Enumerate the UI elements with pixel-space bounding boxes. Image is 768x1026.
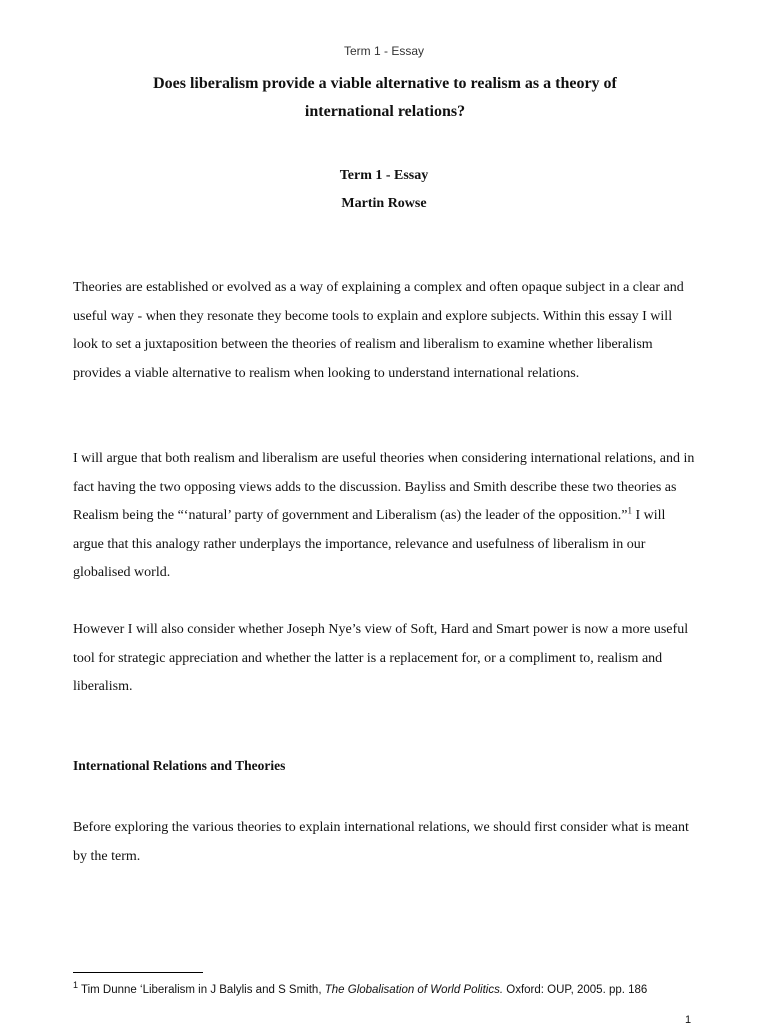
paragraph-nye: However I will also consider whether Joseph Nye’s view of Soft, Hard and Smart power is now a more useful tool for strategic appreciation and whether the latter is a replacement for, or a compliment to, realism and liberalism. <box>73 622 689 695</box>
section-heading: International Relations and Theories <box>73 758 286 773</box>
paragraph-definition: Before exploring the various theories to explain international relations, we should first consider what is meant by the term. <box>73 820 689 864</box>
essay-term: Term 1 - Essay <box>339 168 429 183</box>
essay-author: Martin Rowse <box>341 196 427 211</box>
paragraph-argument-text-2: I will argue that this analogy rather underplays the importance, relevance and usefulness of liberalism in our globalised world. <box>73 508 666 581</box>
essay-title-line-1: Does liberalism provide a viable alternative to realism as a theory of <box>153 75 617 92</box>
footnote-text-1: Tim Dunne ‘Liberalism in J Balylis and S Smith, <box>78 984 325 996</box>
page-number: 1 <box>685 1014 692 1026</box>
footnote-text-2: Oxford: OUP, 2005. pp. 186 <box>503 984 648 996</box>
footnote-separator <box>73 972 203 973</box>
paragraph-introduction: Theories are established or evolved as a way of explaining a complex and often opaque subject in a clear and useful way - when they resonate they become tools to explain and explore subjects. Within this essay I will look to set a juxtaposition between the theories of realism and liberalism to examine whether liberalism provides a viable alternative to realism when looking to understand international relations. <box>73 280 684 381</box>
footnote-book-title: The Globalisation of World Politics. <box>324 984 504 996</box>
footnote-reference: 1 <box>627 505 632 516</box>
paragraph-argument-text-1: I will argue that both realism and liberalism are useful theories when considering international relations, and in fact having the two opposing views adds to the discussion. Bayliss and Smith describe these two theories as Realism being the “‘natural’ party of government and Liberalism (as) the leader of the opposition.” <box>73 451 695 524</box>
essay-title-line-2: international relations? <box>304 103 466 120</box>
paragraph-argument <box>73 445 698 588</box>
essay-title <box>90 70 680 126</box>
footnote-number: 1 <box>73 980 79 991</box>
page-header: Term 1 - Essay <box>343 44 424 58</box>
footnote <box>73 980 723 997</box>
essay-meta <box>0 162 768 218</box>
